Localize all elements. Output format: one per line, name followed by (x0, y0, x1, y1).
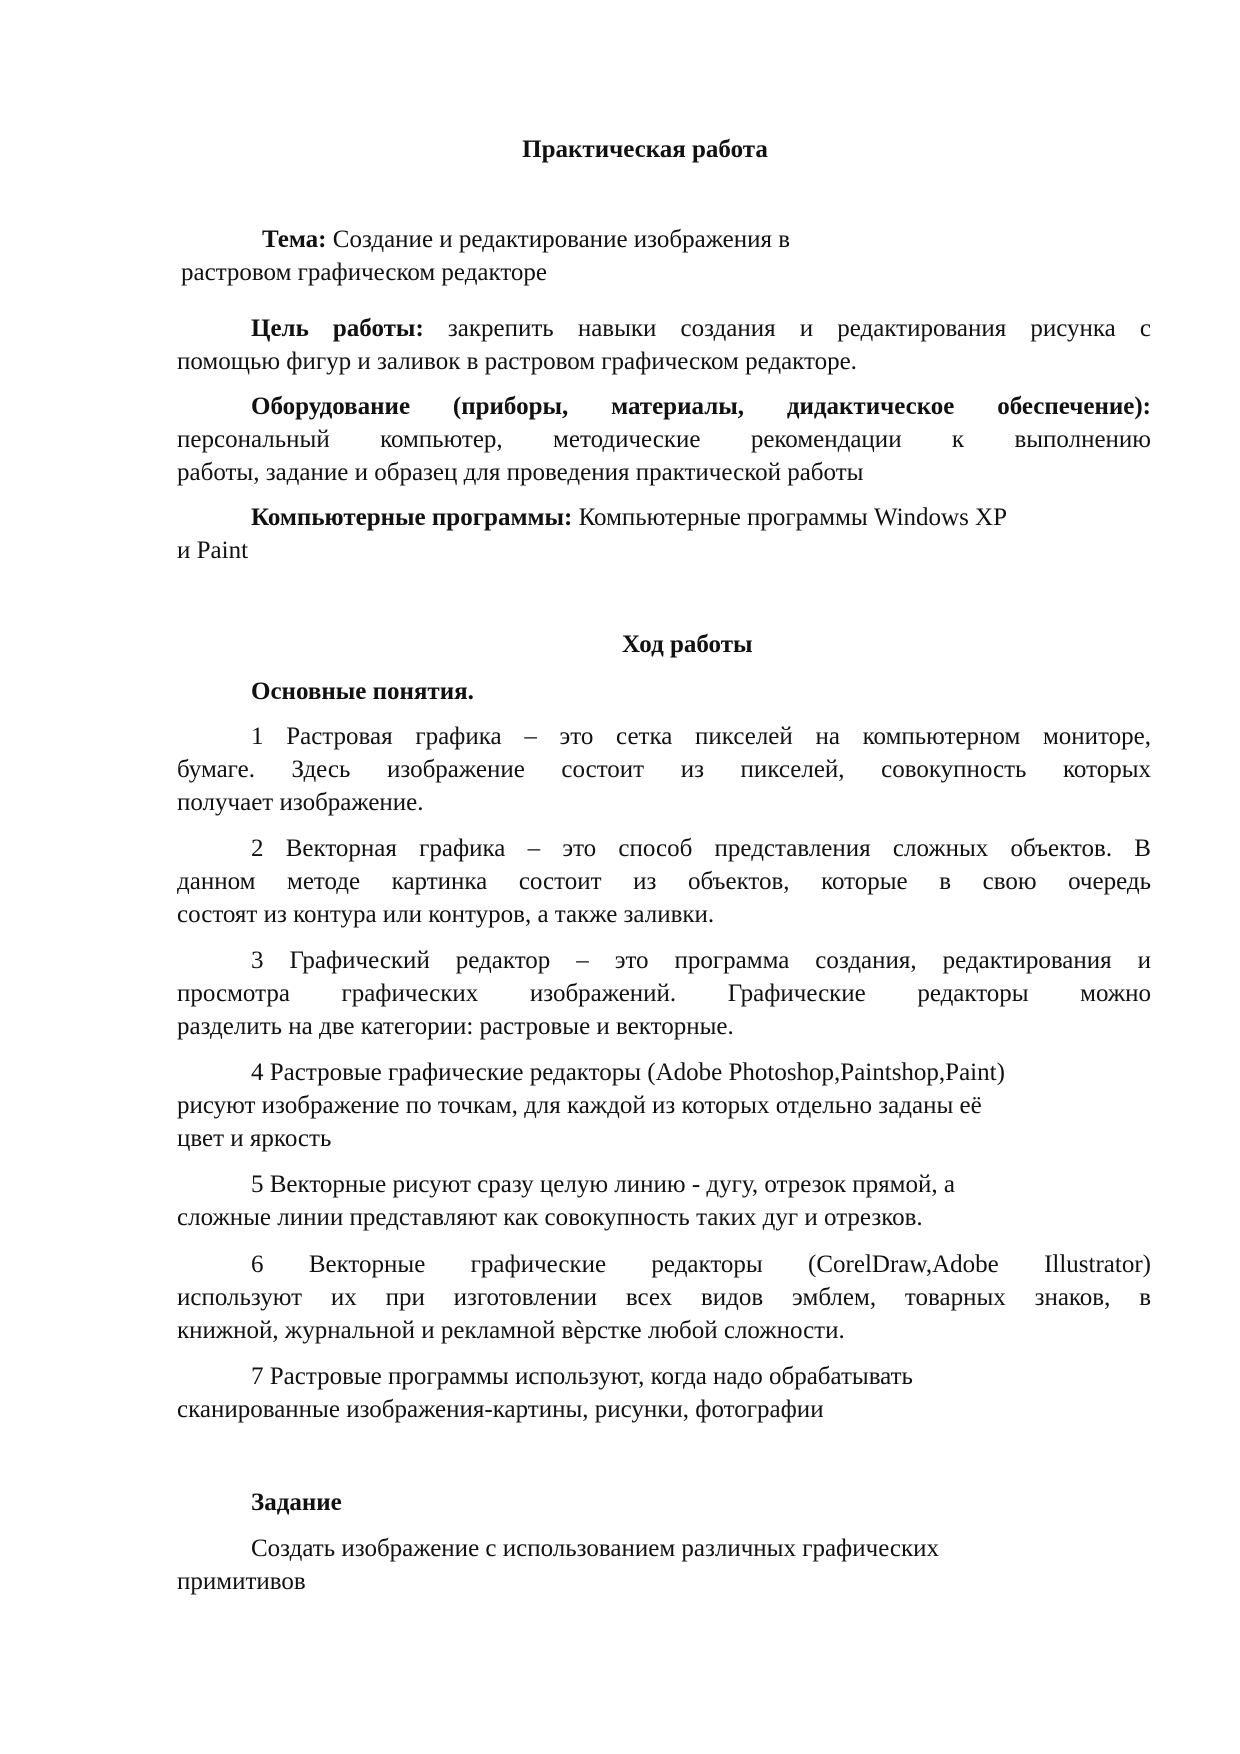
goal-line-1 (251, 312, 1151, 345)
concept-6-line-3: книжной, журнальной и рекламной вѐрстке любой сложности. (177, 1317, 845, 1344)
concept-3-line-3: разделить на две категории: растровые и векторные. (177, 1013, 734, 1040)
procedure-title: Ход работы (622, 631, 753, 658)
task-line-1: Создать изображение с использованием различных графических (251, 1535, 940, 1562)
concept-4-line-2: рисуют изображение по точкам, для каждой из которых отдельно заданы её (177, 1092, 982, 1119)
equipment-label: Оборудование (приборы, материалы, дидактическое обеспечение): (251, 393, 1151, 420)
concept-6-line-2: используют их при изготовлении всех видов эмблем, товарных знаков, в (177, 1284, 1151, 1311)
concept-2-line-3: состоят из контура или контуров, а также заливки. (177, 901, 715, 928)
topic-text-1: Создание и редактирование изображения в (332, 226, 791, 253)
topic-label: Тема: (262, 226, 327, 253)
concept-5-line-1: 5 Векторные рисуют сразу целую линию - дугу, отрезок прямой, а (251, 1171, 955, 1198)
concept-1-line-1: 1 Растровая графика – это сетка пикселей на компьютерном мониторе, (251, 723, 1151, 750)
concept-2-line-1: 2 Векторная графика – это способ представления сложных объектов. В (251, 835, 1151, 862)
concept-2-line-2: данном методе картинка состоит из объектов, которые в свою очередь (177, 868, 1151, 895)
task-line-2: примитивов (177, 1568, 306, 1595)
equipment-line-1: персональный компьютер, методические рекомендации к выполнению (177, 426, 1151, 453)
equipment-line-2: работы, задание и образец для проведения практической работы (177, 459, 864, 486)
concept-4-line-3: цвет и яркость (177, 1125, 332, 1152)
goal-label: Цель работы: (251, 315, 424, 342)
concept-7-line-1: 7 Растровые программы используют, когда надо обрабатывать (251, 1363, 913, 1390)
concept-4-line-1: 4 Растровые графические редакторы (Adobe Photoshop,Paintshop,Paint) (251, 1059, 1005, 1086)
concept-5-line-2: сложные линии представляют как совокупность таких дуг и отрезков. (177, 1204, 923, 1231)
goal-text-1: закрепить навыки создания и редактирования рисунка с (447, 315, 1151, 342)
goal-line-2: помощью фигур и заливок в растровом графическом редакторе. (177, 348, 857, 375)
software-line-1 (251, 501, 1007, 534)
concept-6-line-1: 6 Векторные графические редакторы (CorelDraw,Adobe Illustrator) (251, 1251, 1151, 1278)
software-text-1: Компьютерные программы Windows XP (578, 504, 1008, 531)
concepts-title: Основные понятия. (251, 678, 474, 705)
concept-1-line-2: бумаге. Здесь изображение состоит из пикселей, совокупность которых (177, 756, 1151, 783)
topic-line-2: растровом графическом редакторе (181, 259, 548, 286)
topic-line-1 (262, 223, 790, 256)
concept-3-line-1: 3 Графический редактор – это программа создания, редактирования и (251, 947, 1151, 974)
concept-3-line-2: просмотра графических изображений. Графические редакторы можно (177, 980, 1151, 1007)
software-label: Компьютерные программы: (251, 504, 573, 531)
concept-1-line-3: получает изображение. (177, 789, 424, 816)
document-title: Практическая работа (522, 136, 768, 163)
task-title: Задание (251, 1489, 342, 1516)
software-line-2: и Paint (177, 537, 249, 564)
concept-7-line-2: сканированные изображения-картины, рисунки, фотографии (177, 1396, 824, 1423)
